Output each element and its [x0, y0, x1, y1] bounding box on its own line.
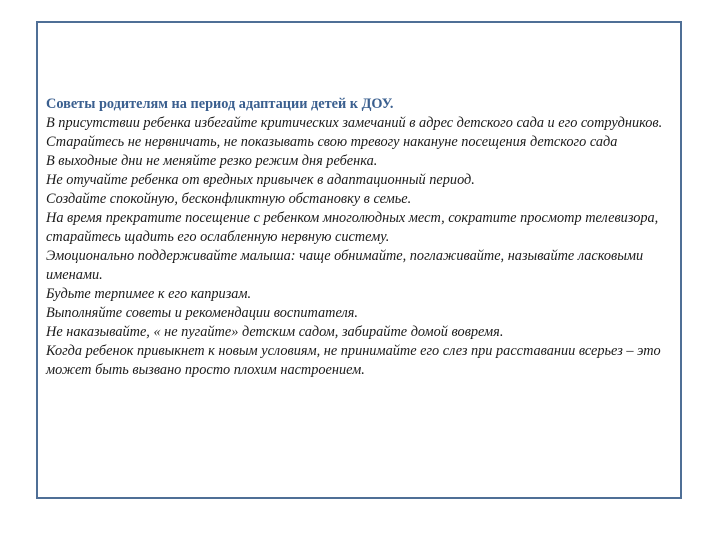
advice-item: В присутствии ребенка избегайте критических замечаний в адрес детского сада и его сотрудников.: [46, 115, 663, 131]
document-title: Советы родителям на период адаптации детей к ДОУ.: [46, 96, 394, 112]
advice-item: Не наказывайте, « не пугайте» детским садом, забирайте домой вовремя.: [46, 324, 504, 340]
slide-frame: [36, 21, 682, 499]
advice-item: Будьте терпимее к его капризам.: [46, 286, 252, 302]
advice-list: [46, 114, 674, 380]
advice-item: На время прекратите посещение с ребенком многолюдных мест, сократите просмотр телевизора, старайтесь щадить его ослабленную нервную систему.: [46, 210, 659, 245]
advice-item: Не отучайте ребенка от вредных привычек в адаптационный период.: [46, 172, 475, 188]
advice-item: Старайтесь не нервничать, не показывать свою тревогу накануне посещения детского сада: [46, 134, 618, 150]
advice-item: Создайте спокойную, бесконфликтную обстановку в семье.: [46, 191, 412, 207]
advice-item: Когда ребенок привыкнет к новым условиям, не принимайте его слез при расставании всерьез – это может быть вызвано просто плохим настроением.: [46, 343, 661, 378]
advice-item: Выполняйте советы и рекомендации воспитателя.: [46, 305, 358, 321]
advice-item: Эмоционально поддерживайте малыша: чаще обнимайте, поглаживайте, называйте ласковыми именами.: [46, 248, 644, 283]
advice-content: [46, 95, 674, 380]
advice-item: В выходные дни не меняйте резко режим дня ребенка.: [46, 153, 378, 169]
